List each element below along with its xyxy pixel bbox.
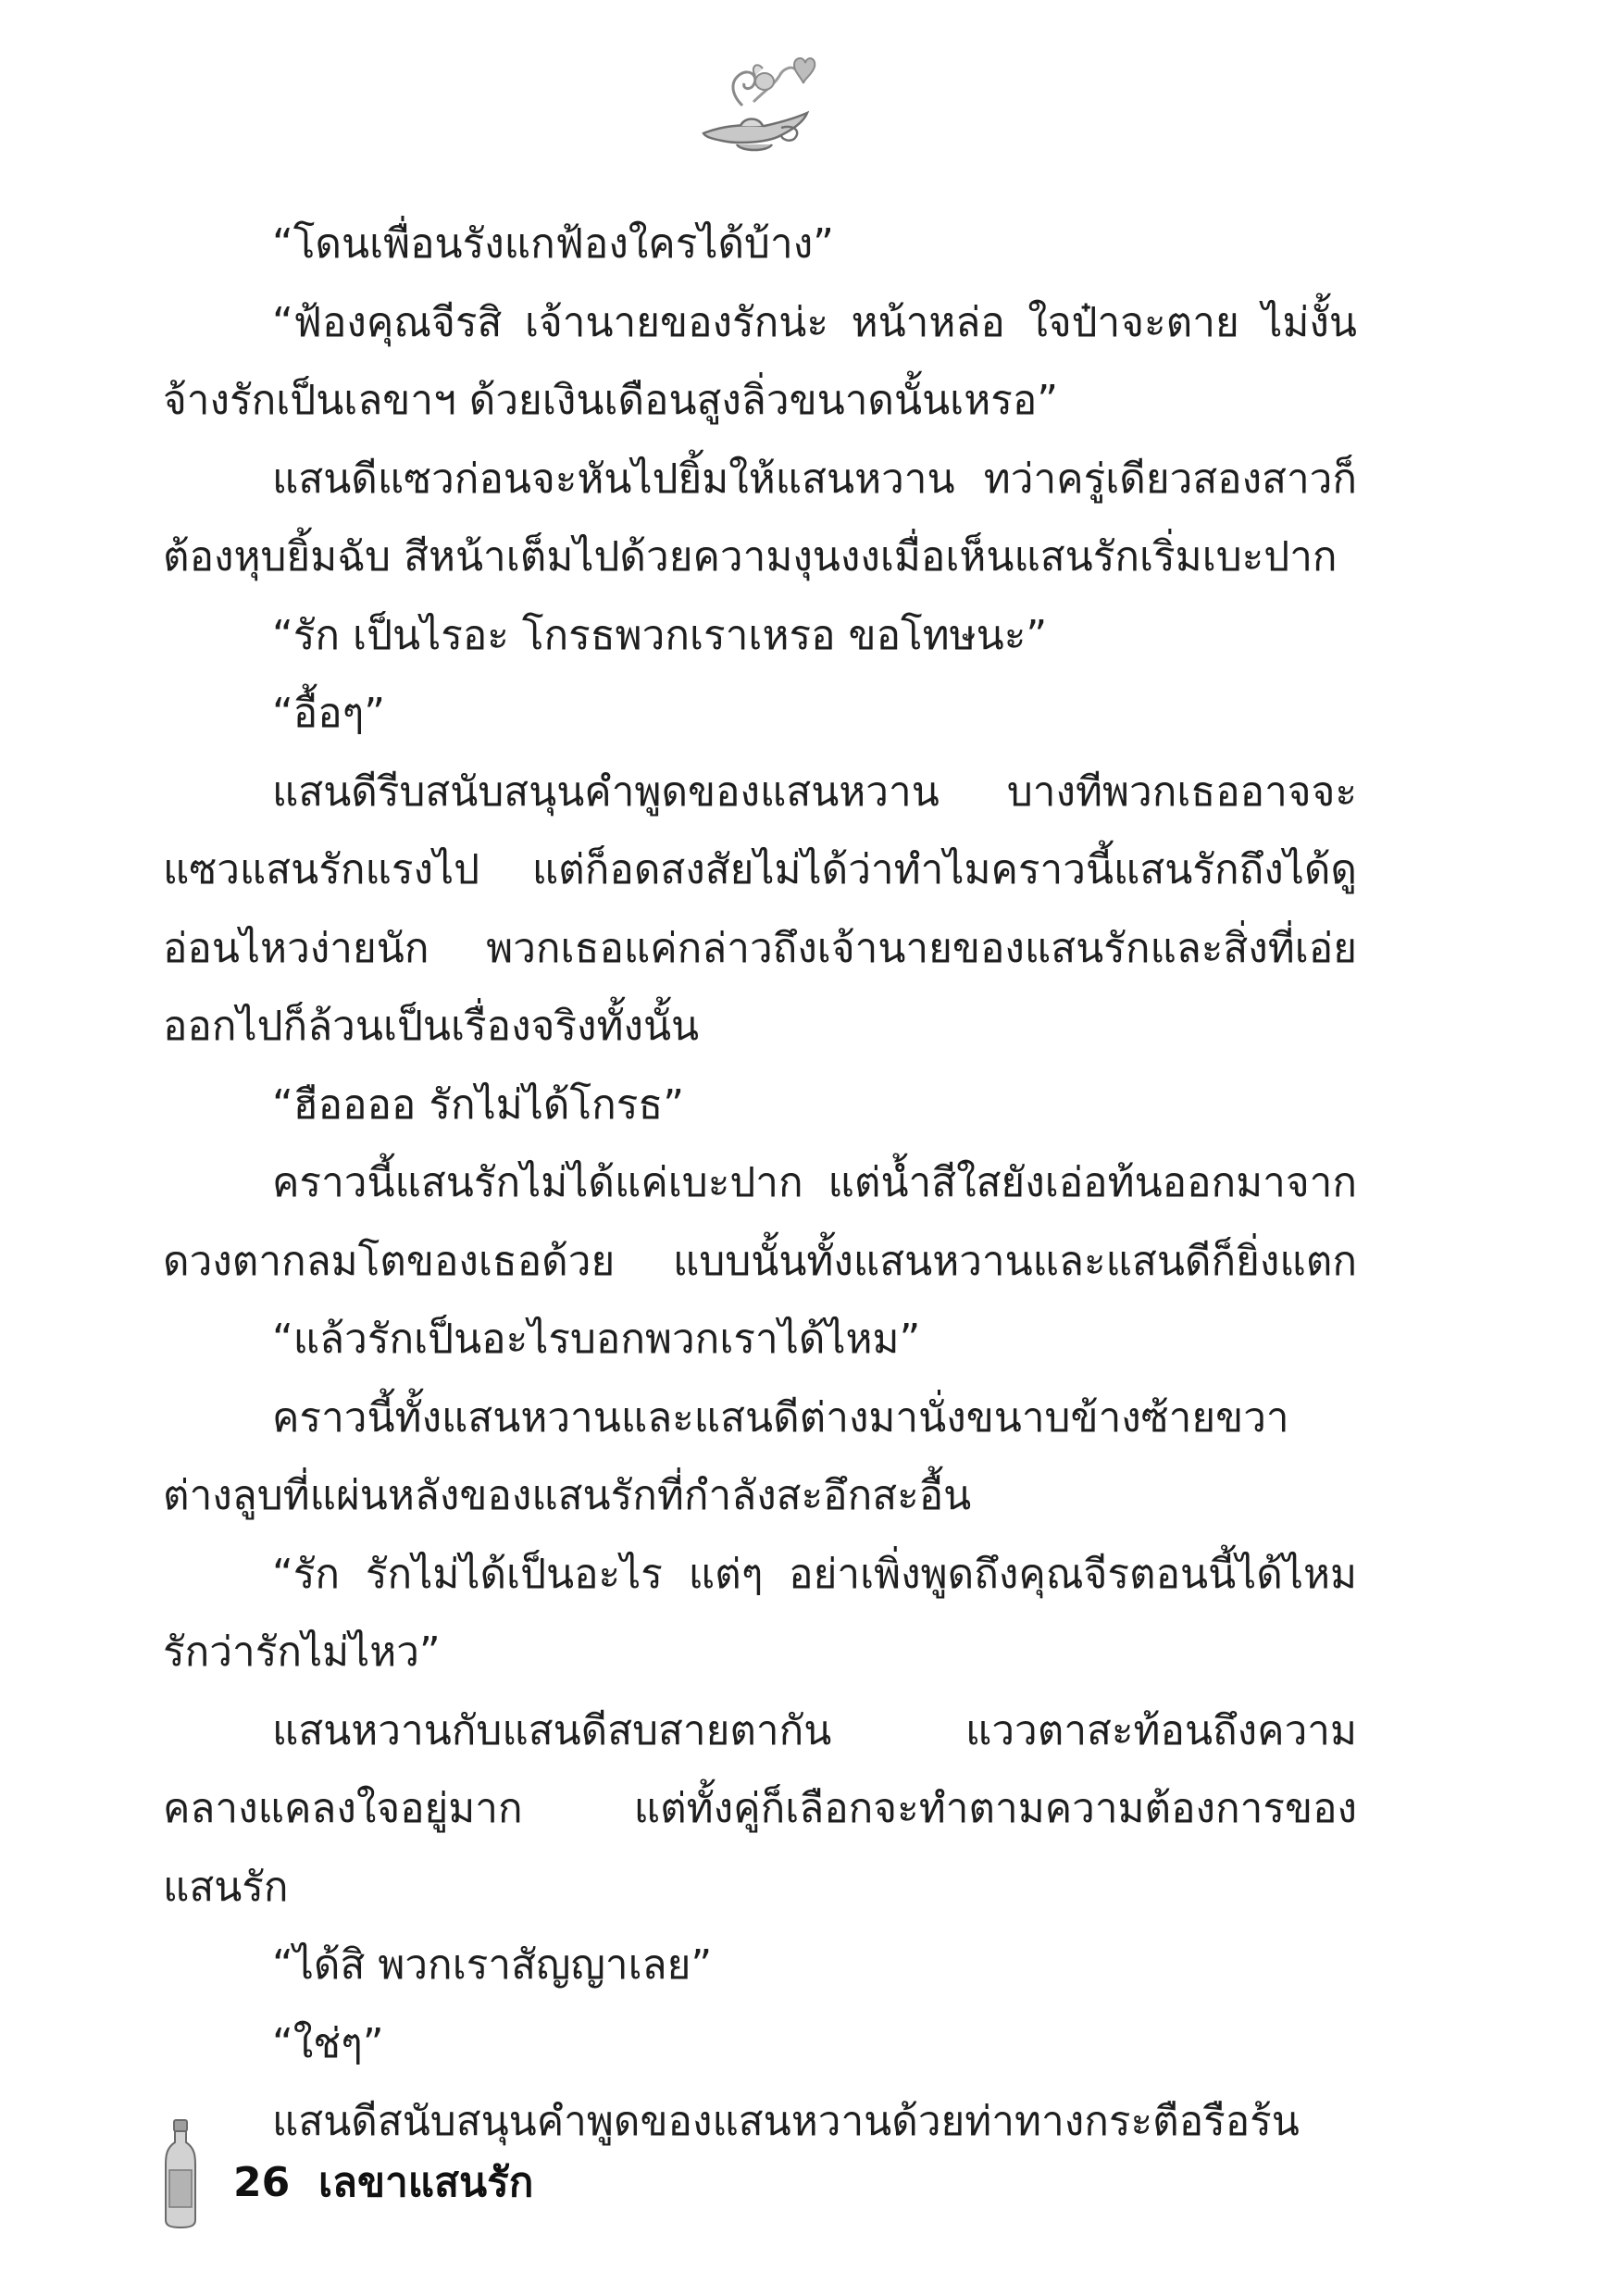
text-line: แซวแสนรักแรงไป แต่ก็อดสงสัยไม่ได้ว่าทำไมคราวนี้แสนรักถึงได้ดู [163,846,1357,893]
dialogue-line: “ได้สิ พวกเราสัญญาเลย” [272,1941,713,1989]
dialogue-line: “รัก เป็นไรอะ โกรธพวกเราเหรอ ขอโทษนะ” [272,611,1048,659]
bottle-icon [163,2118,198,2229]
dialogue-line: “รัก รักไม่ได้เป็นอะไร แต่ๆ อย่าเพิ่งพูดถึงคุณจีรตอนนี้ได้ไหม [272,1550,1357,1598]
text-line: ต้องหุบยิ้มฉับ สีหน้าเต็มไปด้วยความงุนงงเมื่อเห็นแสนรักเริ่มเบะปาก [163,533,1338,580]
text-line: รักว่ารักไม่ไหว” [163,1628,441,1676]
book-title: เลขาแสนรัก [318,2159,534,2206]
body-text [163,206,1357,2162]
text-line: ดวงตากลมโตของเธอด้วย แบบนั้นทั้งแสนหวานและแสนดีก็ยิ่งแตก [163,1237,1357,1285]
page-number: 26 [233,2159,291,2206]
text-line: จ้างรักเป็นเลขาฯ ด้วยเงินเดือนสูงลิ่วขนาดนั้นเหรอ” [163,377,1059,424]
paragraph-line: แสนดีรีบสนับสนุนคำพูดของแสนหวาน บางทีพวกเธออาจจะ [272,767,1357,816]
paragraph-line: แสนดีแซวก่อนจะหันไปยิ้มให้แสนหวาน ทว่าครู่เดียวสองสาวก็ [272,455,1357,503]
page-footer [163,2118,811,2229]
text-line: คลางแคลงใจอยู่มาก แต่ทั้งคู่ก็เลือกจะทำตามความต้องการของ [163,1785,1357,1832]
paragraph-line: แสนหวานกับแสนดีสบสายตากัน แววตาสะท้อนถึงความ [272,1706,1357,1754]
paragraph-line: แสนดีสนับสนุนคำพูดของแสนหวานด้วยท่าทางกระตือรือร้น [272,2098,1300,2145]
dialogue-line: “อื้อๆ” [272,690,386,737]
text-line: แสนรัก [163,1863,289,1911]
dialogue-line: “ฟ้องคุณจีรสิ เจ้านายของรักน่ะ หน้าหล่อ ใจป๋าจะตาย ไม่งั้น [272,298,1357,346]
text-line: อ่อนไหวง่ายนัก พวกเธอแค่กล่าวถึงเจ้านายของแสนรักและสิ่งที่เอ่ย [163,924,1357,972]
paragraph-line: คราวนี้แสนรักไม่ได้แค่เบะปาก แต่น้ำสีใสยังเอ่อท้นออกมาจาก [272,1159,1357,1206]
text-line: ออกไปก็ล้วนเป็นเรื่องจริงทั้งนั้น [163,1003,700,1050]
dialogue-line: “ฮืออออ รักไม่ได้โกรธ” [272,1080,685,1129]
text-line: ต่างลูบที่แผ่นหลังของแสนรักที่กำลังสะอึกสะอื้น [163,1472,972,1519]
dialogue-line: “โดนเพื่อนรังแกฟ้องใครได้บ้าง” [272,220,834,268]
dialogue-line: “แล้วรักเป็นอะไรบอกพวกเราได้ไหม” [272,1316,921,1363]
dialogue-line: “ใช่ๆ” [272,2019,384,2067]
paragraph-line: คราวนี้ทั้งแสนหวานและแสนดีต่างมานั่งขนาบข้างซ้ายขวา [272,1393,1289,1441]
genie-lamp-icon [685,48,824,159]
